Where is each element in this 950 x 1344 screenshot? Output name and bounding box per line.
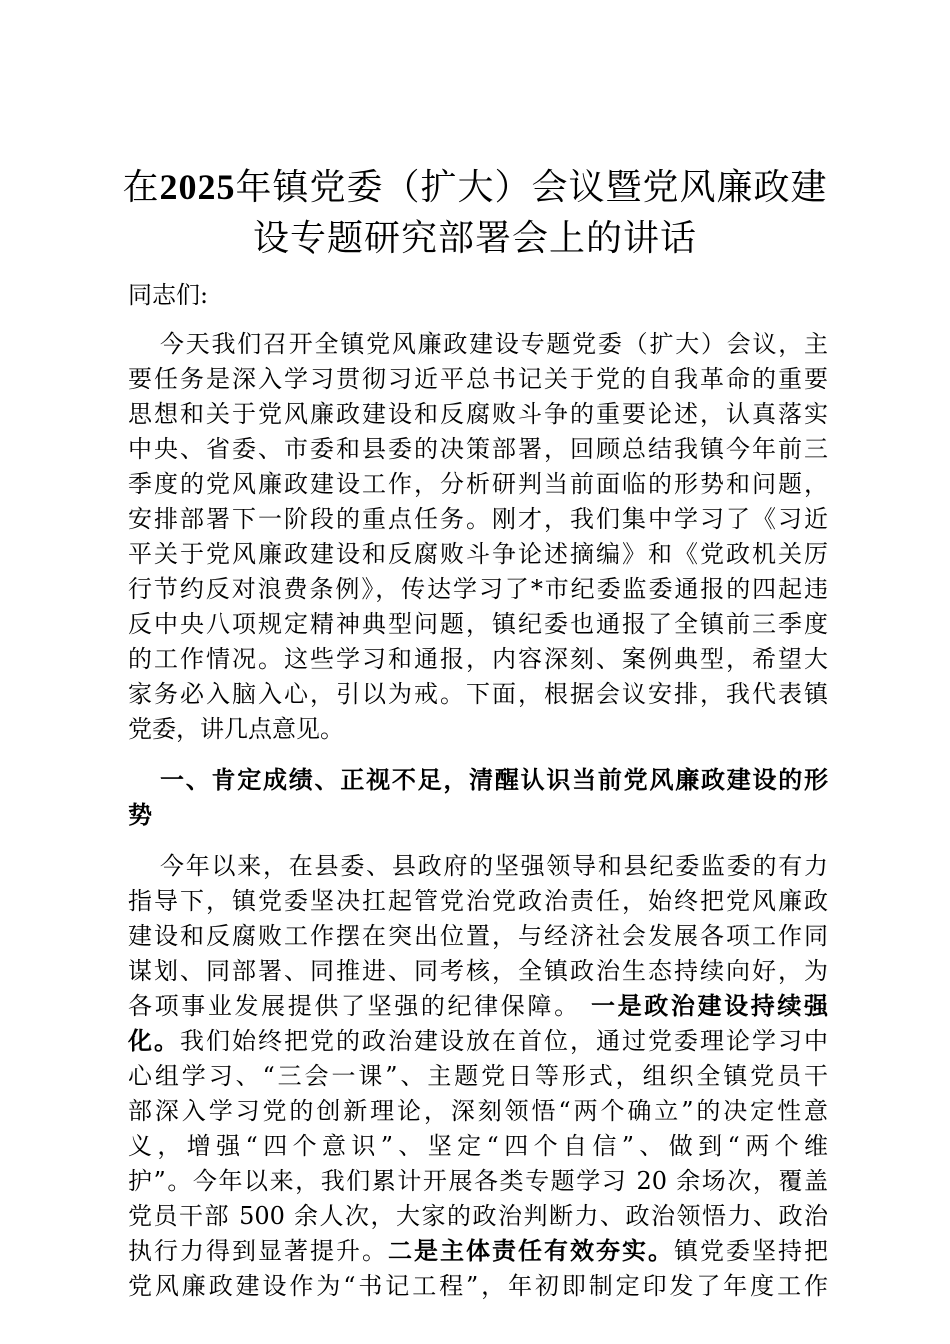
paragraph-2-text: 镇党委坚持把 (674, 1237, 828, 1265)
paragraph-2-text: 各项事业发展提供了坚强的纪律保障。 (128, 992, 581, 1020)
paragraph-1-line: 思想和关于党风廉政建设和反腐败斗争的重要论述，认真落实 (128, 400, 828, 428)
key-point-1-label: 一是政治建设持续强 (590, 992, 829, 1020)
key-point-1-label-end: 化。 (128, 1027, 180, 1055)
paragraph-2-line: 谋划、同部署、同推进、同考核，全镇政治生态持续向好，为 (128, 957, 828, 985)
paragraph-2-line: 今年以来，在县委、县政府的坚强领导和县纪委监委的有力 (160, 852, 828, 880)
paragraph-1-line: 平关于党风廉政建设和反腐败斗争论述摘编》和《党政机关厉 (128, 540, 828, 568)
section-heading-1-line: 一、肯定成绩、正视不足，清醒认识当前党风廉政建设的形 (160, 766, 828, 794)
paragraph-1-line: 家务必入脑入心，引以为戒。下面，根据会议安排，我代表镇 (128, 680, 828, 708)
paragraph-1-line: 的工作情况。这些学习和通报，内容深刻、案例典型，希望大 (128, 645, 828, 673)
paragraph-2-line: 部深入学习党的创新理论，深刻领悟“两个确立”的决定性意 (128, 1097, 828, 1125)
paragraph-1-line: 今天我们召开全镇党风廉政建设专题党委（扩大）会议，主 (160, 330, 828, 358)
paragraph-2-text: 执行力得到显著提升。 (128, 1237, 388, 1265)
paragraph-1-line: 反中央八项规定精神典型问题，镇纪委也通报了全镇前三季度 (128, 610, 828, 638)
paragraph-1-line: 安排部署下一阶段的重点任务。刚才，我们集中学习了《习近 (128, 505, 828, 533)
title-suffix: 年镇党委（扩大）会议暨党风廉政建 (235, 167, 828, 208)
paragraph-2-line (128, 1234, 828, 1269)
paragraph-1-line: 要任务是深入学习贯彻习近平总书记关于党的自我革命的重要 (128, 365, 828, 393)
paragraph-2-line: 建设和反腐败工作摆在突出位置，与经济社会发展各项工作同 (128, 922, 828, 950)
paragraph-2-line: 指导下，镇党委坚决扛起管党治党政治责任，始终把党风廉政 (128, 887, 828, 915)
paragraph-2-text: 我们始终把党的政治建设放在首位，通过党委理论学习中 (180, 1027, 828, 1055)
paragraph-1-line: 季度的党风廉政建设工作，分析研判当前面临的形势和问题， (128, 470, 828, 498)
document-title-line-1 (118, 162, 832, 213)
title-prefix: 在 (122, 167, 160, 208)
title-year: 2025 (159, 167, 236, 207)
section-heading-1-line: 势 (128, 801, 152, 829)
salutation: 同志们: (128, 281, 209, 309)
paragraph-2-line: 义，增强“四个意识”、坚定“四个自信”、做到“两个维 (128, 1132, 828, 1160)
paragraph-2-line: 党员干部 500 余人次，大家的政治判断力、政治领悟力、政治 (128, 1202, 828, 1230)
document-title-line-2: 设专题研究部署会上的讲话 (252, 218, 697, 259)
paragraph-1-line: 行节约反对浪费条例》，传达学习了*市纪委监委通报的四起违 (128, 575, 828, 603)
paragraph-1-line: 中央、省委、市委和县委的决策部署，回顾总结我镇今年前三 (128, 435, 828, 463)
paragraph-2-line (128, 989, 828, 1024)
key-point-2-label: 二是主体责任有效夯实。 (388, 1237, 674, 1265)
paragraph-1-line: 党委，讲几点意见。 (128, 715, 344, 743)
paragraph-2-line: 党风廉政建设作为“书记工程”，年初即制定印发了年度工作 (128, 1272, 828, 1300)
paragraph-2-line: 心组学习、“三会一课”、主题党日等形式，组织全镇党员干 (128, 1062, 828, 1090)
paragraph-2-line (128, 1024, 828, 1059)
paragraph-2-line: 护”。今年以来，我们累计开展各类专题学习 20 余场次，覆盖 (128, 1167, 828, 1195)
